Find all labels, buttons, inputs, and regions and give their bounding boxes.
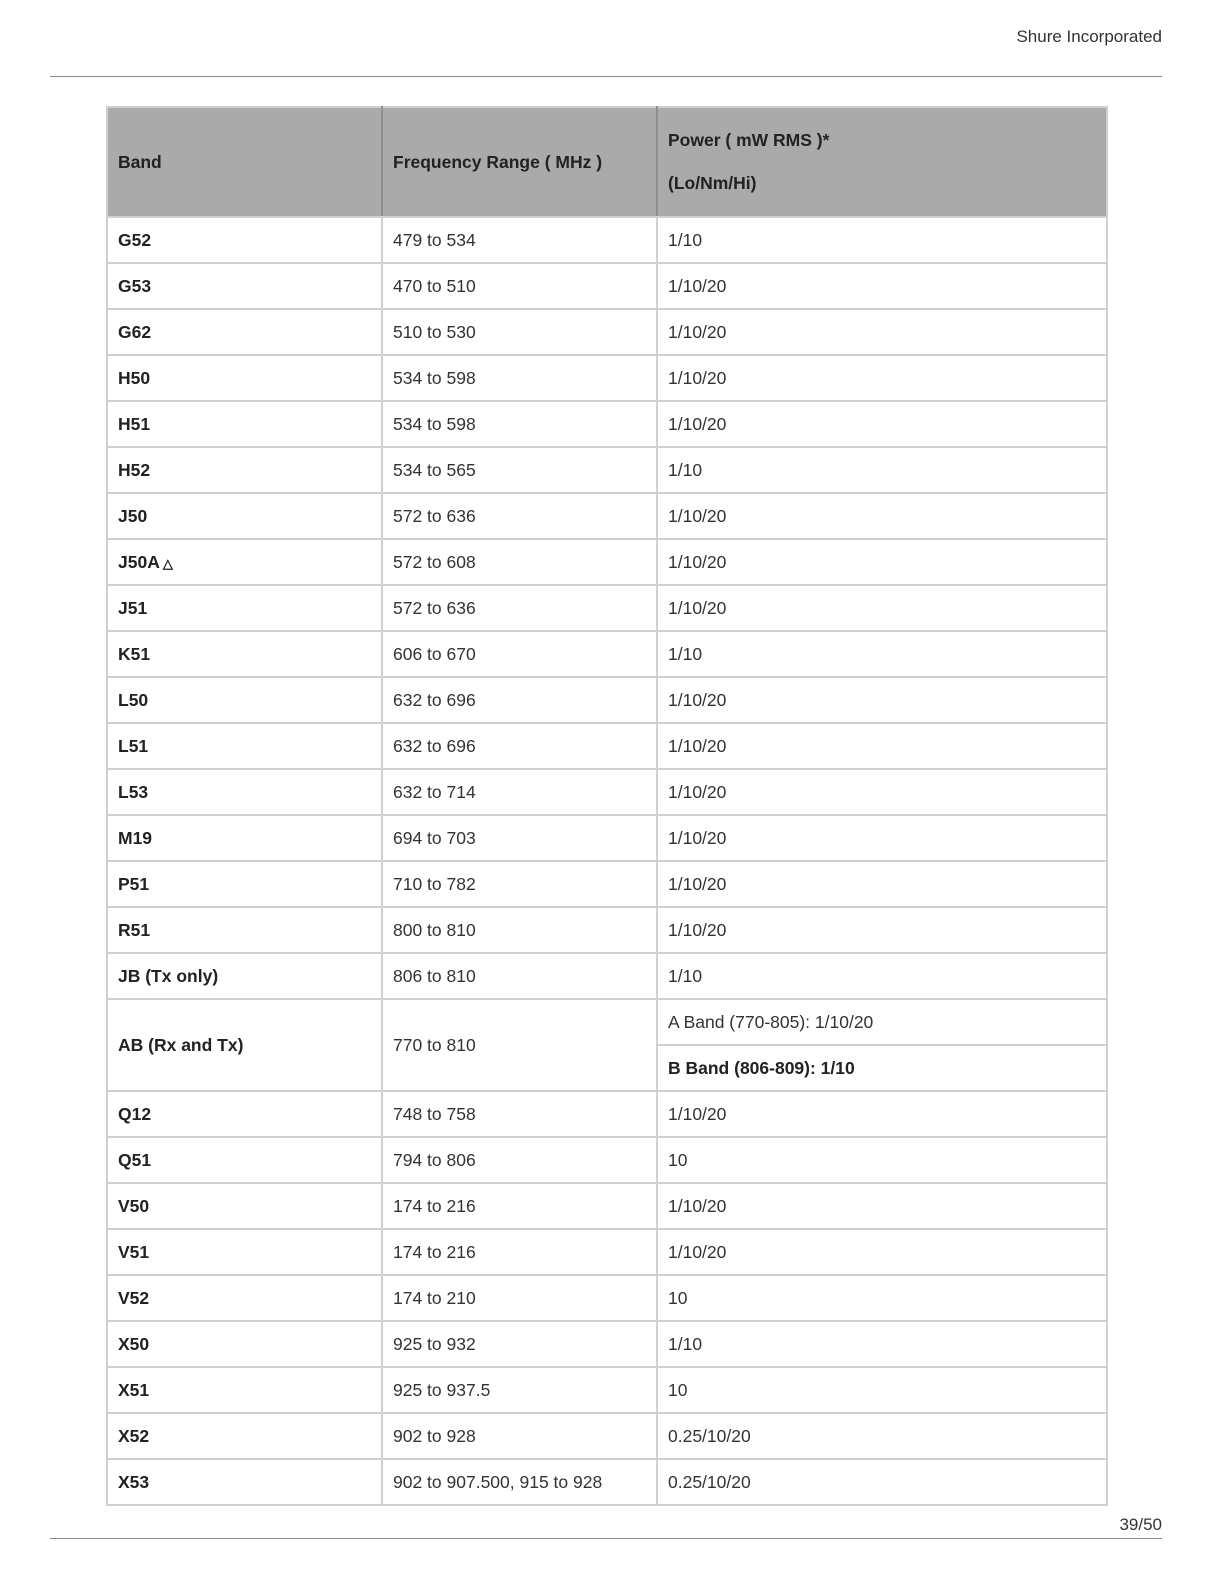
band-cell <box>107 585 382 631</box>
delta-symbol: △ <box>162 555 173 571</box>
frequency-cell: 770 to 810 <box>382 999 657 1091</box>
footer-divider <box>50 1538 1162 1539</box>
table-row <box>107 1321 1107 1367</box>
band-label: V50 <box>118 1195 150 1216</box>
table-row <box>107 1367 1107 1413</box>
power-cell: 1/10 <box>657 631 1107 677</box>
band-label: G52 <box>118 229 152 250</box>
power-cell: 1/10/20 <box>657 815 1107 861</box>
header-divider <box>50 76 1162 77</box>
band-cell <box>107 1137 382 1183</box>
frequency-cell: 606 to 670 <box>382 631 657 677</box>
table-row <box>107 447 1107 493</box>
band-cell <box>107 907 382 953</box>
band-label: M19 <box>118 827 153 848</box>
power-cell: 1/10/20 <box>657 723 1107 769</box>
band-label: V52 <box>118 1287 150 1308</box>
power-cell: 1/10/20 <box>657 401 1107 447</box>
band-label: X50 <box>118 1333 150 1354</box>
table-row <box>107 539 1107 585</box>
power-cell: 1/10/20 <box>657 1183 1107 1229</box>
table-row <box>107 861 1107 907</box>
table-row-ab <box>107 999 1107 1045</box>
band-cell <box>107 447 382 493</box>
table-row <box>107 401 1107 447</box>
band-cell: AB (Rx and Tx) <box>107 999 382 1091</box>
frequency-cell: 806 to 810 <box>382 953 657 999</box>
band-label: H51 <box>118 413 151 434</box>
frequency-cell: 572 to 636 <box>382 493 657 539</box>
frequency-cell: 534 to 565 <box>382 447 657 493</box>
power-header-line1: Power ( mW RMS )* <box>668 130 830 150</box>
band-cell <box>107 1183 382 1229</box>
table-row <box>107 723 1107 769</box>
power-cell: 10 <box>657 1367 1107 1413</box>
table-row <box>107 493 1107 539</box>
table-body <box>107 217 1107 1505</box>
frequency-cell: 694 to 703 <box>382 815 657 861</box>
band-label: G62 <box>118 321 152 342</box>
power-cell: 1/10/20 <box>657 539 1107 585</box>
power-cell: 0.25/10/20 <box>657 1459 1107 1505</box>
frequency-cell: 748 to 758 <box>382 1091 657 1137</box>
table-row <box>107 263 1107 309</box>
frequency-cell: 174 to 216 <box>382 1229 657 1275</box>
frequency-cell: 510 to 530 <box>382 309 657 355</box>
frequency-column-header: Frequency Range ( MHz ) <box>382 107 657 217</box>
table-row <box>107 1183 1107 1229</box>
band-label: K51 <box>118 643 151 664</box>
frequency-cell: 572 to 636 <box>382 585 657 631</box>
table-row <box>107 585 1107 631</box>
power-header-line2: (Lo/Nm/Hi) <box>668 173 757 193</box>
power-cell-a-band: A Band (770-805): 1/10/20 <box>657 999 1107 1045</box>
band-label: X53 <box>118 1471 150 1492</box>
band-label: G53 <box>118 275 152 296</box>
power-cell: 1/10/20 <box>657 677 1107 723</box>
band-label: H52 <box>118 459 151 480</box>
band-cell <box>107 1459 382 1505</box>
band-label: X51 <box>118 1379 150 1400</box>
table-row <box>107 907 1107 953</box>
band-cell <box>107 677 382 723</box>
band-cell <box>107 309 382 355</box>
table-row <box>107 815 1107 861</box>
band-cell <box>107 1413 382 1459</box>
frequency-cell: 174 to 216 <box>382 1183 657 1229</box>
band-cell <box>107 217 382 263</box>
frequency-cell: 174 to 210 <box>382 1275 657 1321</box>
power-cell: 1/10 <box>657 217 1107 263</box>
band-cell <box>107 263 382 309</box>
power-cell: 10 <box>657 1137 1107 1183</box>
band-cell <box>107 723 382 769</box>
band-cell <box>107 815 382 861</box>
power-cell: 1/10/20 <box>657 907 1107 953</box>
band-label: J50 <box>118 505 148 526</box>
power-cell: 1/10 <box>657 1321 1107 1367</box>
frequency-cell: 479 to 534 <box>382 217 657 263</box>
table-row <box>107 1229 1107 1275</box>
band-cell <box>107 401 382 447</box>
power-cell: 1/10 <box>657 447 1107 493</box>
band-cell <box>107 1229 382 1275</box>
frequency-cell: 925 to 937.5 <box>382 1367 657 1413</box>
band-cell <box>107 355 382 401</box>
band-label: L53 <box>118 781 149 802</box>
power-cell: 1/10/20 <box>657 861 1107 907</box>
band-label: P51 <box>118 873 150 894</box>
band-label: L50 <box>118 689 149 710</box>
band-cell <box>107 1367 382 1413</box>
frequency-cell: 800 to 810 <box>382 907 657 953</box>
table-row <box>107 631 1107 677</box>
frequency-cell: 534 to 598 <box>382 355 657 401</box>
power-cell-b-band: B Band (806-809): 1/10 <box>657 1045 1107 1091</box>
power-column-header <box>657 107 1107 217</box>
frequency-cell: 632 to 696 <box>382 723 657 769</box>
frequency-cell: 925 to 932 <box>382 1321 657 1367</box>
frequency-cell: 632 to 696 <box>382 677 657 723</box>
band-cell <box>107 1275 382 1321</box>
frequency-cell: 632 to 714 <box>382 769 657 815</box>
power-cell: 10 <box>657 1275 1107 1321</box>
page-number: 39/50 <box>1119 1515 1162 1534</box>
power-cell: 1/10 <box>657 953 1107 999</box>
band-cell <box>107 769 382 815</box>
band-label: J51 <box>118 597 148 618</box>
table-row <box>107 309 1107 355</box>
band-label: V51 <box>118 1241 150 1262</box>
power-cell: 1/10/20 <box>657 355 1107 401</box>
band-label: JB (Tx only) <box>118 965 219 986</box>
band-cell <box>107 631 382 677</box>
band-cell <box>107 539 382 585</box>
band-label: Q51 <box>118 1149 152 1170</box>
frequency-cell: 710 to 782 <box>382 861 657 907</box>
frequency-cell: 902 to 928 <box>382 1413 657 1459</box>
band-cell <box>107 1091 382 1137</box>
table-row <box>107 677 1107 723</box>
table-header-row <box>107 107 1107 217</box>
band-label: R51 <box>118 919 151 940</box>
band-column-header: Band <box>107 107 382 217</box>
power-cell: 1/10/20 <box>657 309 1107 355</box>
power-cell: 1/10/20 <box>657 493 1107 539</box>
power-cell: 0.25/10/20 <box>657 1413 1107 1459</box>
table-row <box>107 953 1107 999</box>
frequency-cell: 794 to 806 <box>382 1137 657 1183</box>
band-cell <box>107 1321 382 1367</box>
table-row <box>107 1091 1107 1137</box>
band-cell <box>107 861 382 907</box>
frequency-cell: 534 to 598 <box>382 401 657 447</box>
table-row <box>107 1413 1107 1459</box>
band-cell <box>107 953 382 999</box>
band-label: L51 <box>118 735 149 756</box>
band-cell <box>107 493 382 539</box>
table-row <box>107 1459 1107 1505</box>
table-row <box>107 1137 1107 1183</box>
company-name: Shure Incorporated <box>1016 27 1162 46</box>
frequency-cell: 572 to 608 <box>382 539 657 585</box>
table-row <box>107 769 1107 815</box>
power-cell: 1/10/20 <box>657 585 1107 631</box>
frequency-cell: 470 to 510 <box>382 263 657 309</box>
band-label: J50A <box>118 551 160 572</box>
band-label: H50 <box>118 367 151 388</box>
frequency-band-table <box>106 106 1108 1506</box>
power-cell: 1/10/20 <box>657 263 1107 309</box>
band-label: X52 <box>118 1425 150 1446</box>
table-row <box>107 217 1107 263</box>
band-label: Q12 <box>118 1103 152 1124</box>
power-cell: 1/10/20 <box>657 1229 1107 1275</box>
table-row <box>107 355 1107 401</box>
power-cell: 1/10/20 <box>657 1091 1107 1137</box>
table-row <box>107 1275 1107 1321</box>
frequency-cell: 902 to 907.500, 915 to 928 <box>382 1459 657 1505</box>
power-cell: 1/10/20 <box>657 769 1107 815</box>
